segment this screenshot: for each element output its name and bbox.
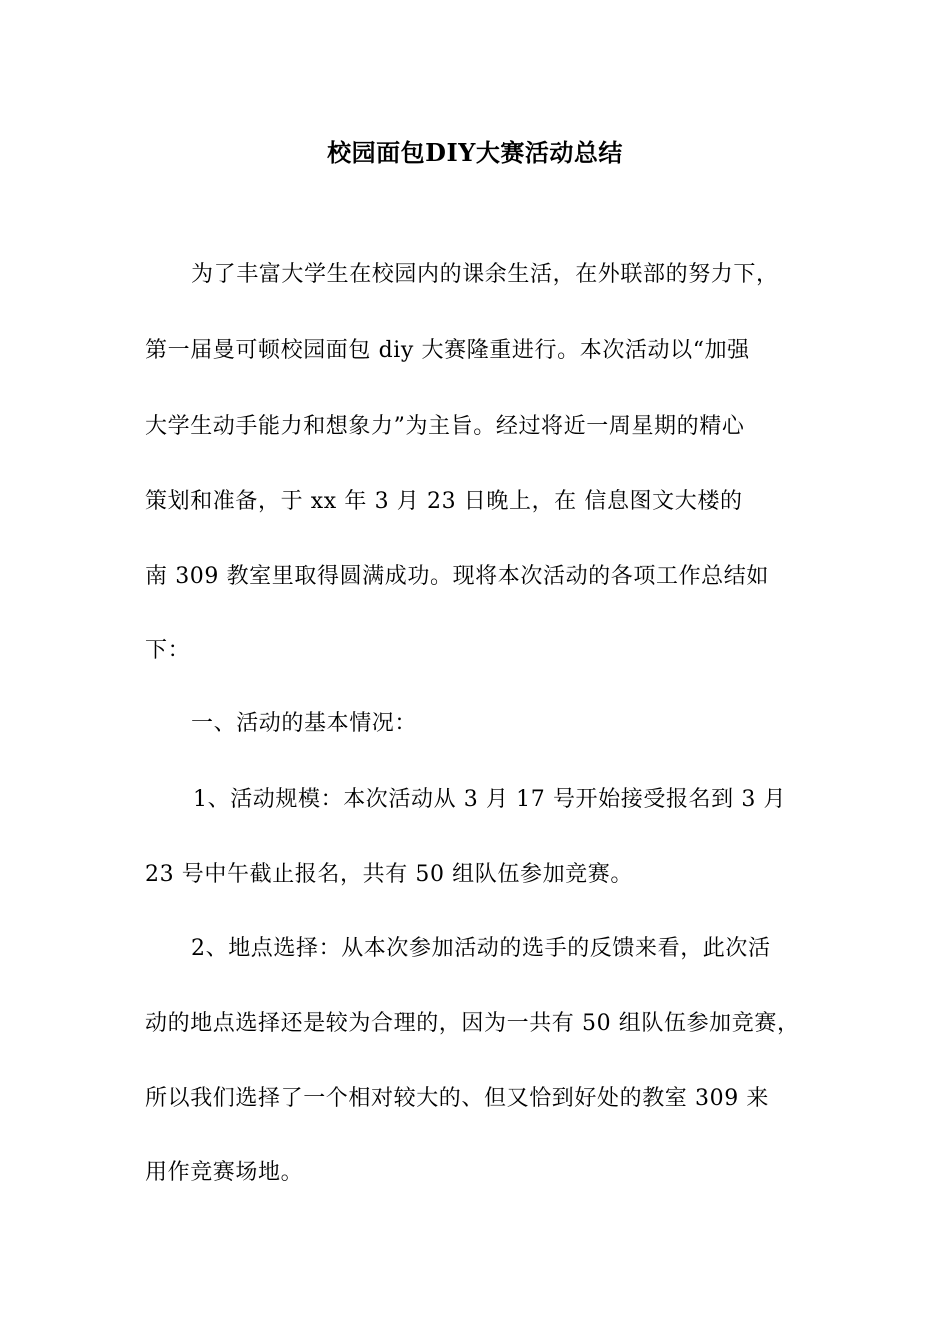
paragraph-line: 所以我们选择了一个相对较大的、但又恰到好处的教室 309 来 — [145, 1086, 769, 1111]
paragraph-line: 第一届曼可顿校园面包 diy 大赛隆重进行。本次活动以“加强 — [145, 338, 750, 363]
paragraph-line: 大学生动手能力和想象力”为主旨。经过将近一周星期的精心 — [145, 414, 745, 439]
paragraph-line: 南 309 教室里取得圆满成功。现将本次活动的各项工作总结如 — [145, 564, 769, 589]
section-heading: 一、活动的基本情况： — [191, 711, 418, 736]
paragraph-line: 策划和准备，于 xx 年 3 月 23 日晚上，在 信息图文大楼的 — [145, 489, 743, 514]
paragraph-line: 2、地点选择：从本次参加活动的选手的反馈来看，此次活 — [191, 936, 771, 961]
paragraph-line: 用作竞赛场地。 — [145, 1160, 304, 1185]
document-title: 校园面包DIY大赛活动总结 — [327, 138, 623, 167]
paragraph-line: 1、活动规模：本次活动从 3 月 17 号开始接受报名到 3 月 — [193, 787, 787, 812]
paragraph-line: 为了丰富大学生在校园内的课余生活，在外联部的努力下， — [191, 262, 779, 287]
paragraph-line: 23 号中午截止报名，共有 50 组队伍参加竞赛。 — [145, 862, 633, 887]
paragraph-line: 下： — [145, 638, 191, 663]
paragraph-line: 动的地点选择还是较为合理的，因为一共有 50 组队伍参加竞赛， — [145, 1011, 800, 1036]
